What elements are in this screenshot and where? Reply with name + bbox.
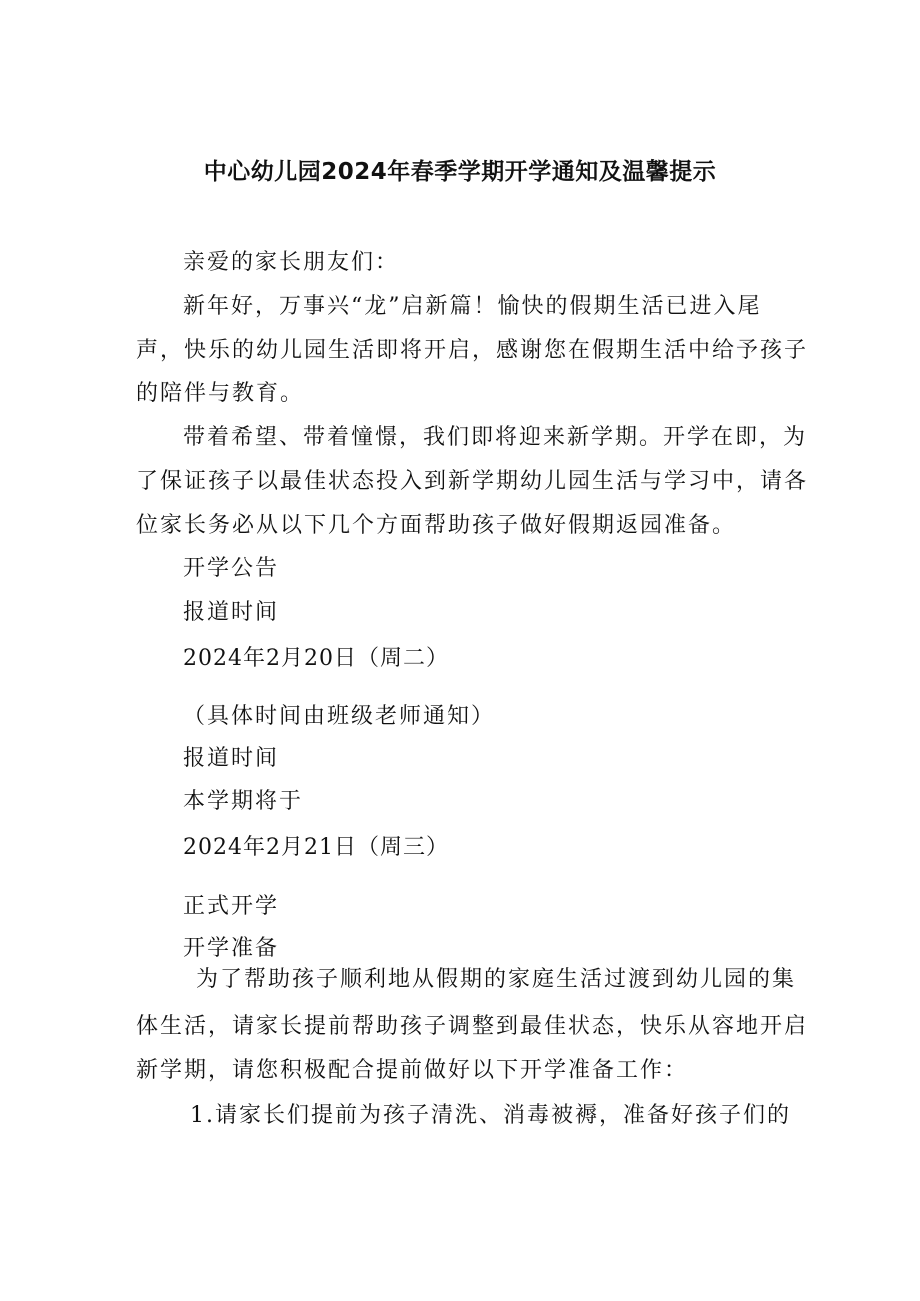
paragraph-2-line-2: 了保证孩子以最佳状态投入到新学期幼儿园生活与学习中，请各: [136, 469, 809, 494]
report-note: （具体时间由班级老师通知）: [183, 704, 496, 729]
start-date: 2024年2月21日（周三）: [183, 835, 449, 860]
paragraph-1-line-2: 声，快乐的幼儿园生活即将开启，感谢您在假期生活中给予孩子: [136, 338, 809, 363]
paragraph-3-line-3: 新学期，请您积极配合提前做好以下开学准备工作：: [136, 1058, 689, 1083]
report-time-label: 报道时间: [183, 600, 280, 625]
paragraph-1-line-3: 的陪伴与教育。: [136, 381, 305, 406]
list-item-1: 1.请家长们提前为孩子清洗、消毒被褥，准备好孩子们的: [190, 1103, 791, 1128]
report-time-label-2: 报道时间: [183, 746, 280, 771]
paragraph-3-line-1: 为了帮助孩子顺利地从假期的家庭生活过渡到幼儿园的集: [196, 967, 797, 992]
paragraph-2-line-1: 带着希望、带着憧憬，我们即将迎来新学期。开学在即，为: [183, 425, 808, 450]
greeting-line: 亲爱的家长朋友们：: [183, 250, 400, 275]
paragraph-1-line-1: 新年好，万事兴“龙”启新篇！愉快的假期生活已进入尾: [183, 294, 762, 319]
report-date: 2024年2月20日（周二）: [183, 646, 449, 671]
document-title: 中心幼儿园2024年春季学期开学通知及温馨提示: [203, 159, 717, 185]
announcement-heading: 开学公告: [183, 556, 280, 581]
start-label: 正式开学: [183, 894, 280, 919]
prep-heading: 开学准备: [183, 936, 280, 961]
semester-label: 本学期将于: [183, 789, 304, 814]
paragraph-2-line-3: 位家长务必从以下几个方面帮助孩子做好假期返园准备。: [136, 513, 737, 538]
paragraph-3-line-2: 体生活，请家长提前帮助孩子调整到最佳状态，快乐从容地开启: [136, 1014, 809, 1039]
